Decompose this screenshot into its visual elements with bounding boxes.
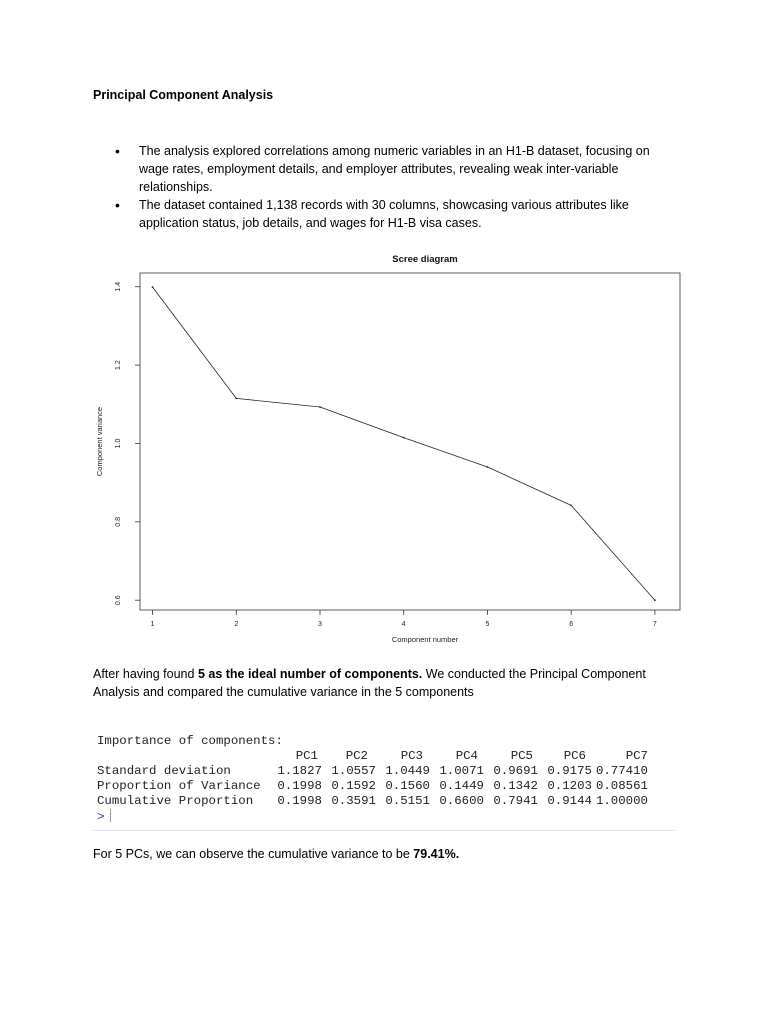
x-tick-label: 6 xyxy=(569,621,574,628)
conclusion-text: For 5 PCs, we can observe the cumulative variance to be xyxy=(93,847,414,861)
text-cursor xyxy=(110,809,111,822)
series-line-segment xyxy=(487,467,571,505)
col-header-pc5: PC5 xyxy=(510,749,533,763)
data-point xyxy=(319,406,321,408)
bullet-item: • The dataset contained 1,138 records with 30 columns, showcasing various attributes like application status, job details, and wages for H1-B visa cases. xyxy=(139,196,679,232)
conclusion-bold-value: 79.41%. xyxy=(413,847,460,861)
table-cell: 0.9691 xyxy=(493,764,538,778)
summary-bullet-list xyxy=(139,142,679,232)
table-cell: 0.1342 xyxy=(493,779,538,793)
y-tick-label: 1.0 xyxy=(115,438,122,449)
table-cell: 1.1827 xyxy=(277,764,322,778)
para-text-start: After having found xyxy=(93,667,198,681)
y-tick-label: 1.2 xyxy=(115,360,122,370)
x-tick-label: 5 xyxy=(485,621,490,628)
table-cell: 0.1998 xyxy=(277,794,322,808)
x-tick-label: 1 xyxy=(150,621,155,628)
data-point xyxy=(570,504,572,506)
page-title: Principal Component Analysis xyxy=(93,88,274,102)
col-header-pc4: PC4 xyxy=(455,749,478,763)
col-header-pc7: PC7 xyxy=(625,749,648,763)
y-tick-label: 0.6 xyxy=(115,595,122,606)
components-paragraph xyxy=(93,665,683,701)
scree-chart-svg xyxy=(90,248,690,654)
table-cell: 0.5151 xyxy=(385,794,430,808)
series-line-segment xyxy=(320,407,404,438)
data-point xyxy=(654,599,656,601)
table-cell: 0.6600 xyxy=(439,794,484,808)
table-cell: 0.3591 xyxy=(331,794,376,808)
table-cell: 0.7941 xyxy=(493,794,538,808)
console-prompt-line[interactable] xyxy=(97,809,111,824)
table-cell: 0.1449 xyxy=(439,779,484,793)
table-cell: 0.1998 xyxy=(277,779,322,793)
r-console-output xyxy=(93,732,675,831)
para-bold-text: 5 as the ideal number of components. xyxy=(197,667,423,681)
table-cell: 0.77410 xyxy=(595,764,648,778)
table-cell: 1.0071 xyxy=(439,764,484,778)
table-cell: 1.0557 xyxy=(331,764,376,778)
table-cell: 0.1560 xyxy=(385,779,430,793)
row-label-sd: Standard deviation xyxy=(97,764,231,778)
series-line-segment xyxy=(571,505,655,600)
y-tick-label: 0.8 xyxy=(115,516,122,527)
col-header-pc3: PC3 xyxy=(400,749,423,763)
data-point xyxy=(487,466,489,468)
table-cell: 0.1592 xyxy=(331,779,376,793)
data-point xyxy=(403,437,405,439)
x-axis-label: Component number xyxy=(391,635,459,644)
data-point xyxy=(235,397,237,399)
bullet-item: • The analysis explored correlations among numeric variables in an H1-B dataset, focusing on wage rates, employment details, and employer attributes, revealing weak inter-variable relationships. xyxy=(139,142,679,196)
table-cell: 1.00000 xyxy=(595,794,648,808)
series-line-segment xyxy=(236,398,320,407)
y-tick-label: 1.4 xyxy=(115,281,122,292)
col-header-pc6: PC6 xyxy=(563,749,586,763)
x-tick-label: 3 xyxy=(318,621,322,628)
table-cell: 0.9175 xyxy=(547,764,592,778)
conclusion-paragraph xyxy=(93,845,683,863)
data-point xyxy=(152,286,154,288)
col-header-pc1: PC1 xyxy=(295,749,318,763)
plot-frame xyxy=(140,273,680,610)
series-line-segment xyxy=(153,287,237,398)
table-cell: 0.08561 xyxy=(595,779,648,793)
para-text-end: We conducted the Principal Component Analysis and compared the cumulative variance in the 5 components xyxy=(93,667,646,699)
x-tick-label: 4 xyxy=(401,621,406,628)
col-header-pc2: PC2 xyxy=(345,749,368,763)
x-tick-label: 2 xyxy=(234,621,239,628)
x-tick-label: 7 xyxy=(652,621,657,628)
table-cell: 1.0449 xyxy=(385,764,430,778)
y-axis-label: Component variance xyxy=(95,406,104,477)
table-cell: 0.9144 xyxy=(547,794,592,808)
scree-chart xyxy=(90,248,690,654)
row-label-proportion: Proportion of Variance xyxy=(97,779,261,793)
console-title: Importance of components: xyxy=(97,734,283,748)
prompt-symbol: > xyxy=(97,810,105,824)
series-line-segment xyxy=(404,438,488,467)
chart-title: Scree diagram xyxy=(392,254,458,265)
row-label-cumulative: Cumulative Proportion xyxy=(97,794,254,808)
table-cell: 0.1203 xyxy=(547,779,592,793)
